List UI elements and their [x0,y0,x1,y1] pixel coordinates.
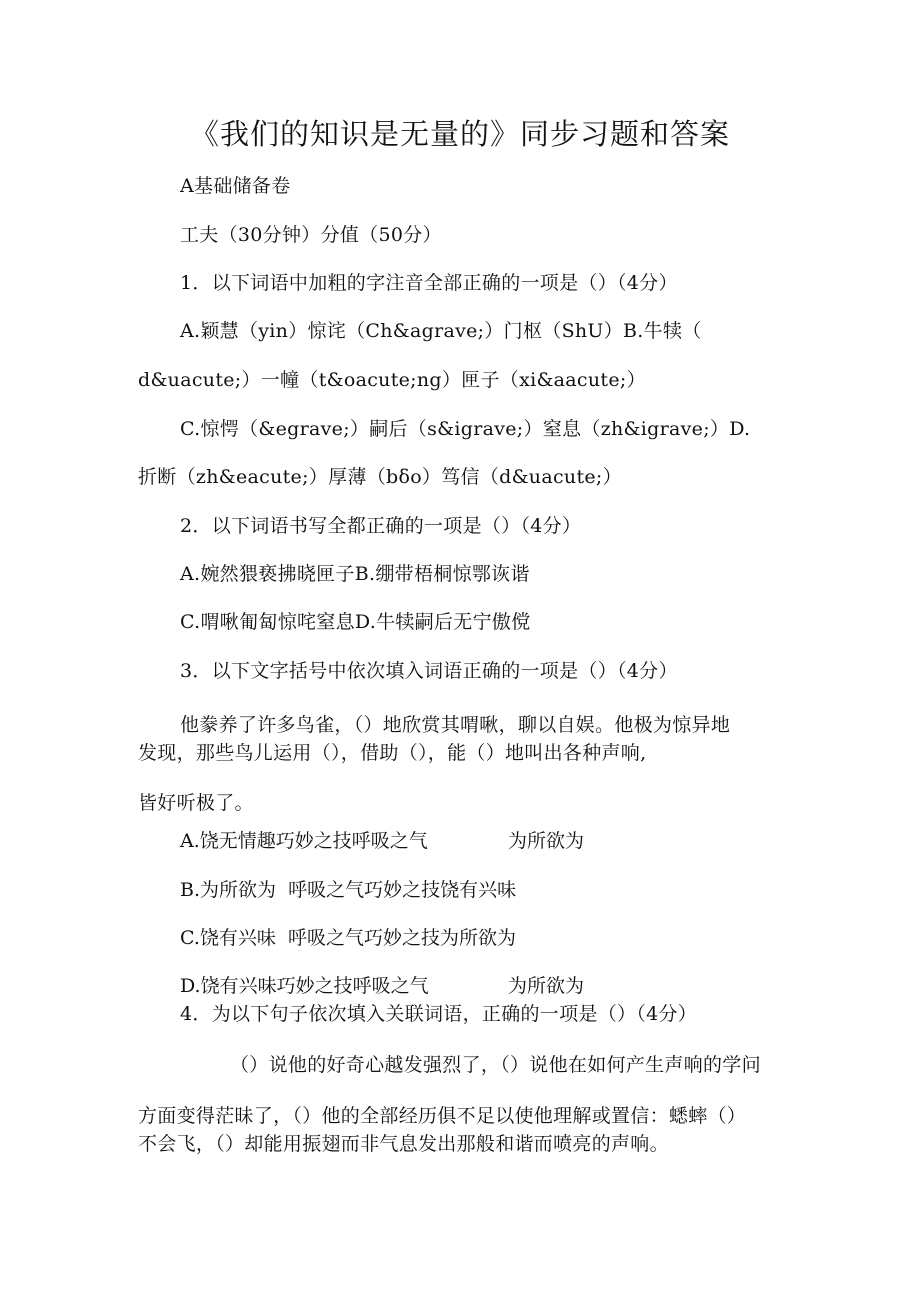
time-score-info: 工夫（30分钟）分值（50分） [180,224,442,246]
question-3-option-d-last: 为所欲为 [508,975,585,997]
question-3-passage-line-3: 皆好听极了。 [138,792,254,814]
question-3-option-a: A.饶无情趣巧妙之技呼吸之气 [180,830,428,852]
question-3-option-c: C.饶有兴味 呼吸之气巧妙之技为所欲为 [180,927,516,949]
question-3-passage-line-1: 他豢养了许多鸟雀，（）地欣赏其喟啾，聊以自娱。他极为惊异地 [180,714,731,736]
question-3-option-b: B.为所欲为 呼吸之气巧妙之技饶有兴味 [180,879,517,901]
question-3-option-d: D.饶有兴味巧妙之技呼吸之气 [180,975,429,997]
question-1-stem: 1．以下词语中加粗的字注音全部正确的一项是（）（4分） [180,272,678,294]
question-3-option-a-last: 为所欲为 [508,830,585,852]
question-2-options-ab: A.婉然猥亵拂晓匣子B.绷带梧桐惊鄂诙谐 [180,563,530,585]
question-4-passage-line-3: 不会飞，（）却能用振翅而非气息发出那般和谐而喷亮的声响。 [138,1133,669,1155]
question-3-stem: 3．以下文字括号中依次填入词语正确的一项是（）（4分） [180,660,678,682]
question-1-options-line-4: 折断（zh&eacute;）厚薄（bδo）笃信（d&uacute;） [138,466,622,488]
question-2-stem: 2．以下词语书写全都正确的一项是（）（4分） [180,515,582,537]
document-title: 《我们的知识是无量的》同步习题和答案 [189,117,730,151]
question-4-passage-line-2: 方面变得茫昧了，（）他的全部经历俱不足以使他理解或置信：蟋蟀（） [138,1105,747,1127]
question-4-passage-line-1: （）说他的好奇心越发强烈了，（）说他在如何产生声响的学问 [230,1054,761,1076]
question-2-options-cd: C.喟啾匍匐惊咤窒息D.牛犊嗣后无宁傲傥 [180,611,531,633]
question-3-passage-line-2: 发现，那些鸟儿运用（），借助（），能（）地叫出各种声响, [138,742,647,764]
question-4-stem: 4．为以下句子依次填入关联词语，正确的一项是（）（4分） [180,1003,698,1025]
question-1-options-line-1: A.颖慧（yin）惊诧（Ch&agrave;）门枢（ShU）B.牛犊（ [180,320,702,342]
section-heading: A基础储备卷 [180,175,291,197]
question-1-options-line-3: C.惊愕（&egrave;）嗣后（s&igrave;）窒息（zh&igrave;）D. [180,418,751,440]
question-1-options-line-2: d&uacute;）一幢（t&oacute;ng）匣子（xi&aacute;） [138,369,646,391]
